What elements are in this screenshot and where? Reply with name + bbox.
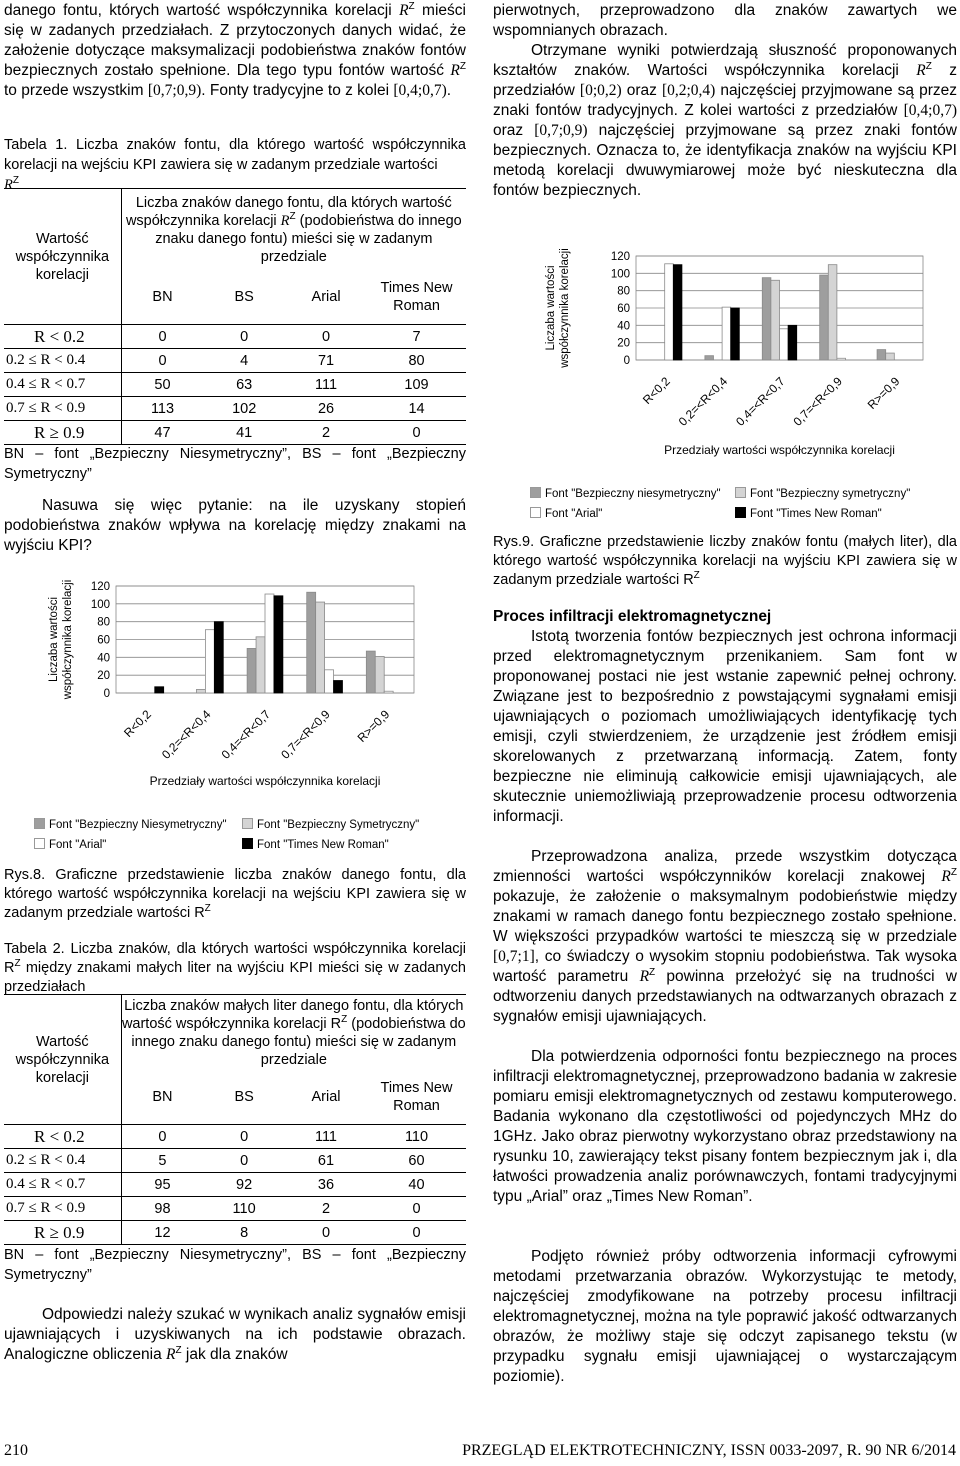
table2-col-bs: BS [234, 1089, 254, 1106]
table-row: 0.7 ≤ R < 0.9 113 102 26 14 [4, 397, 466, 421]
table-row: 0.4 ≤ R < 0.7 50 63 111 109 [4, 373, 466, 397]
bar [274, 596, 283, 693]
figure-9-caption: Rys.9. Graficzne przedstawienie liczby znaków fontu (małych liter), dla którego wartość współczynnika korelacji na wyjściu KPI zawiera się w zadanym przedziale wartości $R^Z$ [493, 534, 957, 588]
bar [837, 358, 846, 360]
bar [771, 280, 780, 360]
bar [334, 681, 343, 693]
x-tick-label: 0,2=<R<0,4 [159, 707, 214, 762]
table2-rowhead: Wartość współczynnika korelacji [4, 995, 121, 1125]
table-row: R < 0.2 0 0 0 7 [4, 325, 466, 349]
x-axis-label: Przedziały wartości współczynnika korelacji [149, 774, 381, 788]
x-tick-label: R>=0,9 [354, 707, 393, 745]
y-tick-label: 100 [90, 598, 110, 611]
y-tick-label: 0 [623, 355, 630, 367]
x-tick-label: 0,4=<R<0,7 [733, 374, 788, 429]
paragraph-question: Nasuwa się więc pytanie: na ile uzyskany stopień podobieństwa znaków wpływa na korelację między znakami na wyjściu KPI? [4, 497, 466, 554]
x-tick-label: 0,7=<R<0,9 [790, 374, 846, 429]
bar [886, 353, 895, 360]
section-title: Proces infiltracji elektromagnetycznej [493, 608, 772, 625]
table1-col-bs: BS [234, 289, 254, 306]
bar [307, 592, 316, 693]
y-tick-label: 120 [90, 581, 110, 593]
figure-9-legend [530, 487, 955, 527]
figure-8-caption: Rys.8. Graficzne przedstawienie liczba znaków danego fontu, dla którego wartość współczynnika korelacji na wejściu KPI zawiera się w zadanym przedziale wartości $R^Z$ [4, 867, 466, 921]
legend-swatch [735, 487, 746, 498]
figure-8-legend [34, 818, 464, 858]
journal-footer: PRZEGLĄD ELEKTROTECHNICZNY, ISSN 0033-2097, R. 90 NR 6/2014 [462, 1442, 956, 1459]
x-tick-label: 0,2=<R<0,4 [675, 374, 731, 429]
legend-swatch [242, 818, 253, 829]
table1-colhead: Liczba znaków danego fontu, dla których wartość współczynnika korelacji $R^Z$ (podobieństwa do innego znaku danego fontu) mieści się w zadanym przedziale [121, 189, 466, 271]
legend-swatch [34, 838, 45, 849]
paragraph-processing: Podjęto również próby odtworzenia informacji cyfrowymi metodami przetwarzania obrazów. Wykorzystując te metody, najczęściej zmodyfikowane na potrzeby procesu infiltracji elektromagnetycznej, można na tyle poprawić jakość odtwarzanych obrazów, że możliwy staje się odczyt zapisanego tekstu (w przypadku sygnału emisji ujawniającej o wystarczającym poziomie). [493, 1248, 957, 1385]
bar [705, 356, 714, 360]
table-row: R < 0.2 0 0 111 110 [4, 1125, 466, 1149]
y-tick-label: 120 [610, 251, 630, 263]
bar [265, 594, 274, 693]
table1-col-bn: BN [152, 289, 173, 306]
table2-col-bn: BN [152, 1089, 173, 1106]
bar [384, 691, 393, 693]
x-tick-label: 0,7=<R<0,9 [278, 707, 333, 762]
figure-9-chart [493, 232, 957, 462]
y-tick-label: 100 [610, 268, 630, 281]
legend-swatch [34, 818, 45, 829]
table2-note: BN – font „Bezpieczny Niesymetryczny”, BS – font „Bezpieczny Symetryczny” [4, 1247, 466, 1283]
legend-item: Font "Arial" [34, 838, 106, 851]
y-tick-label: 60 [617, 303, 630, 315]
y-tick-label: 20 [617, 337, 630, 350]
bar [205, 630, 214, 693]
table-row: 0.4 ≤ R < 0.7 95 92 36 40 [4, 1173, 466, 1197]
table2-caption: Tabela 2. Liczba znaków, dla których wartości współczynnika korelacji $R^Z$ między znakami małych liter na wyjściu KPI mieści się w zadanych przedziałach [4, 941, 466, 995]
legend-item: Font "Bezpieczny Niesymetryczny" [34, 818, 227, 831]
table1-caption: Tabela 1. Liczba znaków fontu, dla którego wartość współczynnika korelacji na wejściu KPI zawiera się w zadanym przedziale wartości $R^Z$ [4, 137, 466, 193]
bar [788, 325, 797, 360]
paragraph-analysis: Przeprowadzona analiza, przede wszystkim dotycząca zmienności wartości współczynników korelacji znakowej $R^Z$ pokazuje, że założenie o maksymalnym podobieństwie między znakami w ramach danego fontu bezpiecznego zostało spełnione. W większości przypadków wartości te mieszczą się w przedziale [0,7;1], co świadczy o wysokim stopniu podobieństwa. Tak wysoka wartość parametru $R^Z$ powinna przełożyć się na trudności w odtworzeniu danych przedstawianych na odtwarzanych obrazach z sygnałów emisji ujawniających. [493, 848, 957, 1025]
table-row: R ≥ 0.9 47 41 2 0 [4, 421, 466, 445]
table1-note: BN – font „Bezpieczny Niesymetryczny”, BS – font „Bezpieczny Symetryczny” [4, 446, 466, 482]
y-axis-label: Liczaba wartości współczynnika korelacji [48, 579, 74, 700]
legend-item: Font "Times New Roman" [735, 507, 882, 520]
table-row: R ≥ 0.9 12 8 0 0 [4, 1221, 466, 1245]
legend-item: Font "Bezpieczny symetryczny" [735, 487, 910, 500]
x-tick-label: 0,4=<R<0,7 [218, 707, 274, 762]
paragraph-results: Otrzymane wyniki potwierdzają słuszność proponowanych kształtów znaków. Wartości współczynnika korelacji $R^Z$ z przedziałów [0;0,2) oraz [0,2;0,4) najczęściej przyjmowane są przez znaki fontów tradycyjnych. Z kolei wartości z przedziałów [0,4;0,7) oraz [0,7;0,9) najczęściej przyjmowane są przez znaki fontów bezpiecznych. Oznacza to, że identyfikacja znaków na wyjściu KPI metodą korelacji dwuwymiarowej może być nieskuteczna dla fontów bezpiecznych. [493, 42, 958, 199]
bar [214, 622, 223, 693]
table2-col-times: Times New Roman [380, 1080, 453, 1115]
bar [780, 329, 789, 360]
legend-swatch [242, 838, 253, 849]
y-tick-label: 40 [97, 652, 110, 665]
y-tick-label: 40 [617, 320, 630, 333]
table2-col-arial: Arial [311, 1089, 341, 1106]
bar [316, 602, 325, 693]
figure-8-chart [4, 565, 466, 790]
table1-rowhead: Wartość współczynnika korelacji [4, 189, 121, 325]
x-tick-label: R<0,2 [121, 707, 154, 741]
table2-colhead: Liczba znaków małych liter danego fontu, dla których wartość współczynnika korelacji $R^Z$ (podobieństwa do innego znaku danego fontu) mieści się w zadanym przedziale [121, 995, 466, 1071]
bar [366, 651, 375, 693]
table1 [4, 188, 466, 445]
table1-col-times: Times New Roman [380, 280, 453, 315]
bar [665, 264, 674, 360]
table2 [4, 994, 466, 1245]
bar [722, 307, 731, 360]
x-tick-label: R>=0,9 [864, 374, 903, 412]
legend-swatch [735, 507, 746, 518]
bar [375, 656, 384, 693]
table-row: 0.7 ≤ R < 0.9 98 110 2 0 [4, 1197, 466, 1221]
paragraph-measurement: Dla potwierdzenia odporności fontu bezpiecznego na proces infiltracji elektromagnetycznej, przeprowadzono badania w zakresie pomiaru emisji elektromagnetycznych od zestawu komputerowego. Badania wykonano dla częstotliwości od pojedynczych MHz do 1GHz. Jako obraz pierwotny wykorzystano obraz przedstawiony na rysunku 10, zawierający tekst pisany fontem bezpiecznym jak i, dla łatwości prowadzenia analiz porównawczych, fontami tradycyjnymi typu „Arial” oraz „Times New Roman”. [493, 1048, 957, 1205]
bar [820, 275, 829, 360]
paragraph-essence: Istotą tworzenia fontów bezpiecznych jest ochrona informacji przed elektromagnetycznym przenikaniem. Sam font w proponowanej postaci nie jest wstanie zapewnić pełnej ochrony. Związane jest to bezpośrednio z powstającymi sygnałami emisji ujawniających o poziomach umożliwiających identyfikację tych emisji, czyli stwierdzeniem, że urządzenie jest źródłem emisji skorelowanych z przetwarzaną informacją. Zatem, fonty bezpieczne nie eliminują całkowicie emisji ujawniających, ale skutecznie uniemożliwiają przeprowadzenie procesu odtworzenia informacji. [493, 628, 957, 825]
legend-item: Font "Times New Roman" [242, 838, 389, 851]
bar [256, 637, 265, 693]
y-tick-label: 80 [97, 616, 110, 629]
bar [155, 687, 164, 693]
y-axis-label: Liczaba wartości współczynnika korelacji [545, 248, 571, 368]
paragraph-answer: Odpowiedzi należy szukać w wynikach analiz sygnałów emisji ujawniających i uzyskiwanych na ich podstawie obrazach. Analogiczne obliczenia $R^Z$ jak dla znaków [4, 1306, 466, 1363]
y-tick-label: 60 [97, 634, 110, 647]
bar [325, 670, 334, 693]
bar [247, 648, 256, 693]
bar [673, 265, 682, 360]
bar [762, 278, 771, 360]
y-tick-label: 20 [97, 670, 110, 683]
table-row: 0.2 ≤ R < 0.4 5 0 61 60 [4, 1149, 466, 1173]
legend-swatch [530, 507, 541, 518]
bar [828, 265, 837, 360]
legend-swatch [530, 487, 541, 498]
table1-col-arial: Arial [311, 289, 341, 306]
legend-item: Font "Bezpieczny Symetryczny" [242, 818, 419, 831]
bar [196, 689, 205, 693]
legend-item: Font "Bezpieczny niesymetryczny" [530, 487, 721, 500]
y-tick-label: 0 [103, 688, 110, 700]
y-tick-label: 80 [617, 285, 630, 298]
paragraph-continued: danego fontu, których wartość współczynnika korelacji $R^Z$ mieści się w zadanych przedziałach. Z przytoczonych danych widać, że założenie dotyczące maksymalizacji podobieństwa znaków fontów bezpiecznych zostało spełnione. Dla tego typu fontów wartość $R^Z$ to przede wszystkim [0,7;0,9). Fonty tradycyjne to z kolei [0,4;0,7). [4, 1, 466, 99]
bar [731, 308, 740, 360]
bar [877, 350, 886, 360]
x-tick-label: R<0,2 [640, 374, 673, 408]
table-row: 0.2 ≤ R < 0.4 0 4 71 80 [4, 349, 466, 373]
page-number: 210 [4, 1442, 28, 1459]
x-axis-label: Przedziały wartości współczynnika korelacji [664, 443, 895, 457]
legend-item: Font "Arial" [530, 507, 602, 520]
paragraph-continued-right: pierwotnych, przeprowadzono dla znaków zawartych we wspomnianych obrazach. [493, 2, 957, 39]
